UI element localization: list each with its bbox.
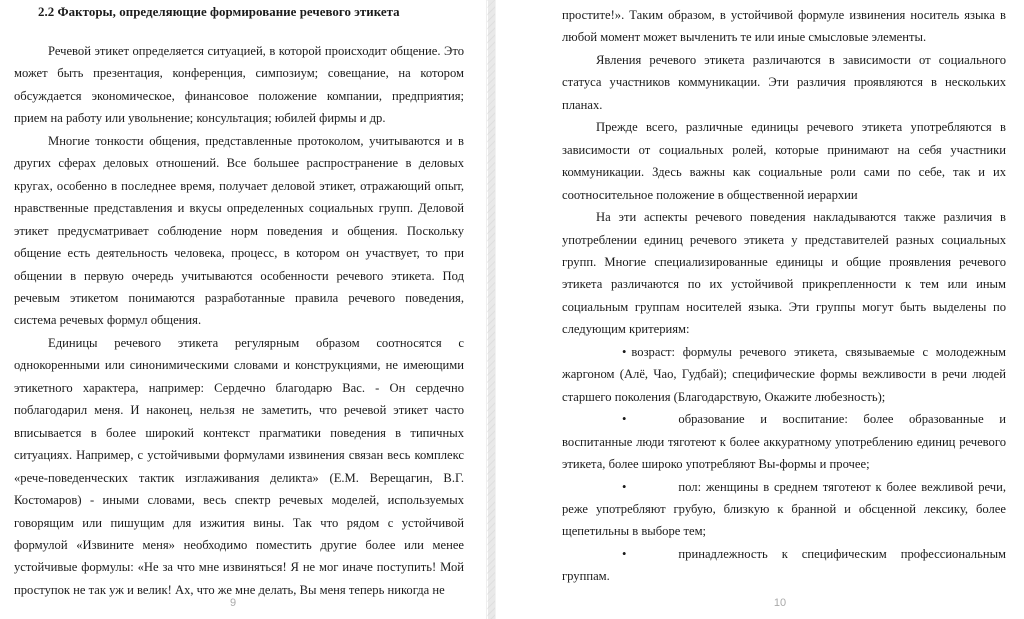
list-item-text: возраст: формулы речевого этикета, связываемые с молодежным жаргоном (Алё, Чао, Гудбай); специфические формы вежливости в речи людей старшего поколения (Благодарствую, Окажите любезность); bbox=[562, 344, 1006, 404]
criteria-bullet-list bbox=[562, 341, 1006, 588]
paragraph: Многие тонкости общения, представленные протоколом, учитываются и в других сферах деловых отношений. Все большее распространение в деловых кругах, особенно в последнее время, получает деловой этикет, отражающий опыт, нравственные представления и вкусы определенных социальных групп. Деловой этикет предусматривает соблюдение норм поведения и общения. Поскольку общение есть деятельность человека, процесс, в котором он участвует, то при общении в первую очередь учитываются особенности речевого этикета. Под речевым этикетом понимаются разработанные правила речевого поведения, система речевых формул общения. bbox=[14, 133, 464, 328]
list-item-text: принадлежность к специфическим профессиональным группам. bbox=[562, 546, 1006, 584]
page-number-right: 10 bbox=[773, 597, 787, 609]
page-number-left: 9 bbox=[229, 597, 237, 609]
bullet-icon: • bbox=[622, 412, 627, 427]
paragraph: На эти аспекты речевого поведения накладываются также различия в употреблении единиц речевого этикета у представителей разных социальных групп. Многие специализированные единицы и общие проявления речевого этикета различаются по их устойчивой прикрепленности к тем или иным социальным группам носителей языка. Эти группы могут быть выделены по следующим критериям: bbox=[562, 210, 1006, 337]
page-left-content bbox=[14, 4, 464, 601]
page-gutter-divider bbox=[486, 0, 496, 619]
document-page-left[interactable] bbox=[0, 0, 486, 619]
page-right-content bbox=[562, 4, 1006, 588]
paragraph: Прежде всего, различные единицы речевого этикета употребляются в зависимости от социальных ролей, которые принимают на себя участники коммуникации. Здесь важны как социальные роли сами по себе, так и их соотносительное положение в общественной иерархии bbox=[562, 120, 1006, 202]
list-item bbox=[562, 543, 1006, 588]
paragraph: Единицы речевого этикета регулярным образом соотносятся с однокоренными или синонимическими словами и конструкциями, не имеющими этикетного характера, например: Сердечно благодарю Вас. - Он сердечно поблагодарил меня. И наконец, нельзя не заметить, что речевой этикет часто вписывается в более широкий контекст прагматики поведения в типичных ситуациях. Например, с устойчивыми формулами извинения связан весь комплекс «рече-поведенческих тактик изглаживания деликта» (Е.М. Верещагин, В.Г. Костомаров) - иными словами, весь спектр речевых моделей, используемых говорящим или пишущим для изжития вины. Так что рядом с устойчивой формулой «Извините меня» необходимо поместить другие более или менее устойчивые формулы: «Не за что мне извиняться! Я не мог иначе поступить! Мой проступок не так уж и велик! Ах, что же мне делать, Вы меня теперь никогда не bbox=[14, 335, 464, 597]
list-item bbox=[562, 408, 1006, 475]
paragraph: Явления речевого этикета различаются в зависимости от социального статуса участников коммуникации. Эти различия проявляются в нескольких планах. bbox=[562, 52, 1006, 112]
document-page-right[interactable] bbox=[496, 0, 1024, 619]
bullet-icon: • bbox=[622, 479, 627, 494]
bullet-icon: • bbox=[622, 546, 627, 561]
section-heading: 2.2 Факторы, определяющие формирование речевого этикета bbox=[38, 5, 400, 19]
paragraph: простите!». Таким образом, в устойчивой формуле извинения носитель языка в любой момент может вычленить те или иные смысловые элементы. bbox=[562, 8, 1006, 45]
paragraph: Речевой этикет определяется ситуацией, в которой происходит общение. Это может быть презентация, конференция, симпозиум; совещание, на котором обсуждается экономическое, финансовое положение компании, предприятия; прием на работу или увольнение; консультация; юбилей фирмы и др. bbox=[14, 44, 464, 126]
list-item-text: пол: женщины в среднем тяготеют к более вежливой речи, реже употребляют грубую, близкую к бранной и обсценной лексику, более щепетильны в выборе тем; bbox=[562, 479, 1006, 539]
list-item bbox=[562, 476, 1006, 543]
list-item-text: образование и воспитание: более образованные и воспитанные люди тяготеют к более аккуратному употреблению единиц речевого этикета, более широко употребляют Вы-формы и прочее; bbox=[562, 412, 1006, 472]
bullet-icon: • bbox=[622, 344, 627, 359]
list-item bbox=[562, 341, 1006, 408]
